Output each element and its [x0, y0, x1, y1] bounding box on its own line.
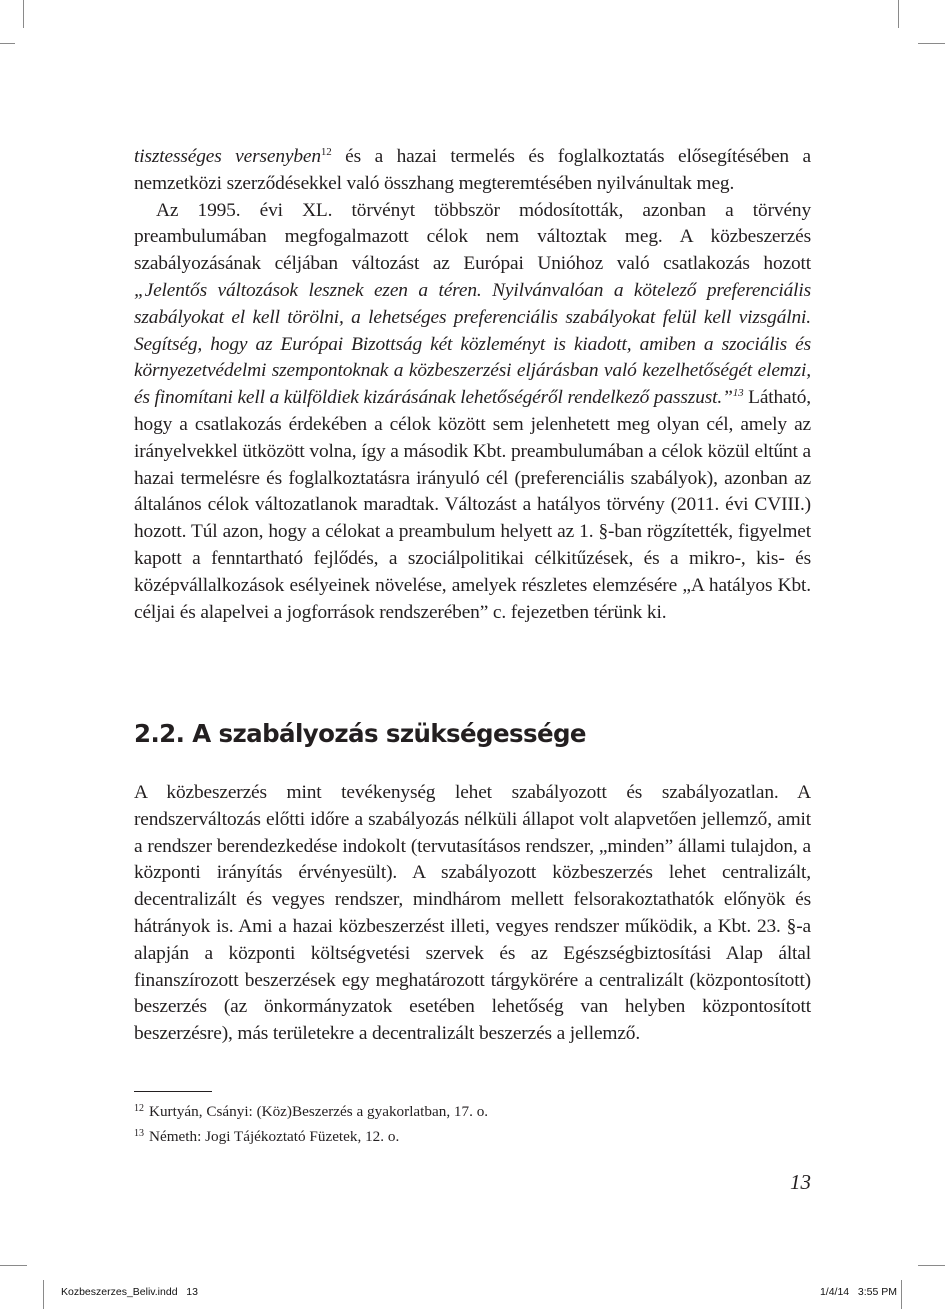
paragraph-1 [134, 144, 811, 198]
text-run: és a hazai termelés és foglalkoztatás elősegítésében a nemzetközi szerződésekkel való összhang megteremtésében nyilvánultak meg. [134, 146, 811, 194]
footnote-ref-12[interactable]: 12 [320, 146, 332, 158]
slug-file-label: Kozbeszerzes_Beliv.indd 13 [61, 1286, 198, 1298]
crop-mark-top-right-vertical [898, 0, 899, 28]
body-text-top [134, 144, 811, 626]
footnote-number: 12 [134, 1103, 144, 1114]
footnotes [134, 1098, 811, 1147]
crop-mark-bottom-right-horizontal [918, 1265, 945, 1266]
footnote-number: 13 [134, 1127, 144, 1139]
body-text-section [134, 780, 811, 1048]
slug-timestamp: 1/4/14 3:55 PM [819, 1286, 897, 1298]
footnote-divider [134, 1091, 212, 1092]
quote-italic: „Jelentős változások lesznek ezen a téren. Nyilvánvalóan a kötelező preferenciális szabályokat el kell törölni, a lehetséges preferenciális szabályokat felül kell vizsgálni. Segítség, hogy az Európai Bizottság két közleményt is kiadott, amiben a szociális és környezetvédelmi szempontoknak a közbeszerzési eljárásban való kezelhetőségét elemzi, és finomítani kell a külföldiek kizárásának lehetőségéről rendelkező passzust.” [134, 279, 811, 409]
crop-mark-top-right-horizontal [918, 43, 945, 44]
footnote-ref-13[interactable]: 13 [732, 387, 744, 400]
section-heading: 2.2. A szabályozás szükségessége [134, 719, 586, 748]
footnote-12 [134, 1098, 811, 1123]
footnote-text: Kurtyán, Csányi: (Köz)Beszerzés a gyakorlatban, 17. o. [149, 1103, 489, 1120]
text-run: Látható, hogy a csatlakozás érdekében a célok között sem jelenhetett meg olyan cél, amely az irányelvekkel ütközött volna, így a második Kbt. preambulumában a célok közül eltűnt a hazai termelésre és foglalkoztatásra irányuló cél (preferenciális szabályok), azonban az általános célok változatlanok maradtak. Változást a hatályos törvény (2011. évi CVIII.) hozott. Túl azon, hogy a célokat a preambulum helyett az 1. §-ban rögzítették, figyelmet kapott a fenntartható fejlődés, a szociálpolitikai célkitűzések, és a mikro-, kis- és középvállalkozások esélyeinek növelése, amelyek részletes elemzésére „A hatályos Kbt. céljai és alapelvei a jogforrások rendszerében” c. fejezetben térünk ki. [134, 387, 811, 623]
crop-mark-bottom-left-horizontal [0, 1265, 27, 1266]
crop-mark-top-left-horizontal [0, 43, 15, 44]
text-run: Az 1995. évi XL. törvényt többször módosították, azonban a törvény preambulumában megfogalmazott célok nem változtak meg. A közbeszerzés szabályozásának céljában változást az Európai Unióhoz való csatlakozás hozott [134, 199, 811, 275]
section-paragraph: A közbeszerzés mint tevékenység lehet szabályozott és szabályozatlan. A rendszerváltozás előtti időre a szabályozás nélküli állapot volt alapvetően jellemző, amit a rendszer berendezkedése indokolt (tervutasításos rendszer, „minden” állami tulajdon, a központi irányítás érvényesült). A szabályozott közbeszerzés lehet centralizált, decentralizált és vegyes rendszer, mindhárom mellett felsorakoztathatók előnyök és hátrányok is. Ami a hazai közbeszerzést illeti, vegyes rendszer működik, a Kbt. 23. §-a alapján a központi költségvetési szervek és az Egészségbiztosítási Alap által finanszírozott beszerzések egy meghatározott tárgykörére a centralizált (központosított) beszerzés (az önkormányzatok esetében lehetőség van helyben központosított beszerzésre), más területekre a decentralizált beszerzés a jellemző. [134, 782, 811, 1045]
italic-phrase: tisztességes versenyben [134, 146, 321, 167]
crop-mark-bottom-right-vertical [901, 1280, 902, 1309]
footnote-text: Németh: Jogi Tájékoztató Füzetek, 12. o. [149, 1127, 400, 1145]
footnote-13 [134, 1123, 811, 1148]
crop-mark-bottom-left-vertical [43, 1280, 44, 1309]
page-number: 13 [790, 1170, 811, 1194]
crop-mark-top-left-vertical [23, 0, 24, 28]
paragraph-2 [134, 198, 811, 627]
